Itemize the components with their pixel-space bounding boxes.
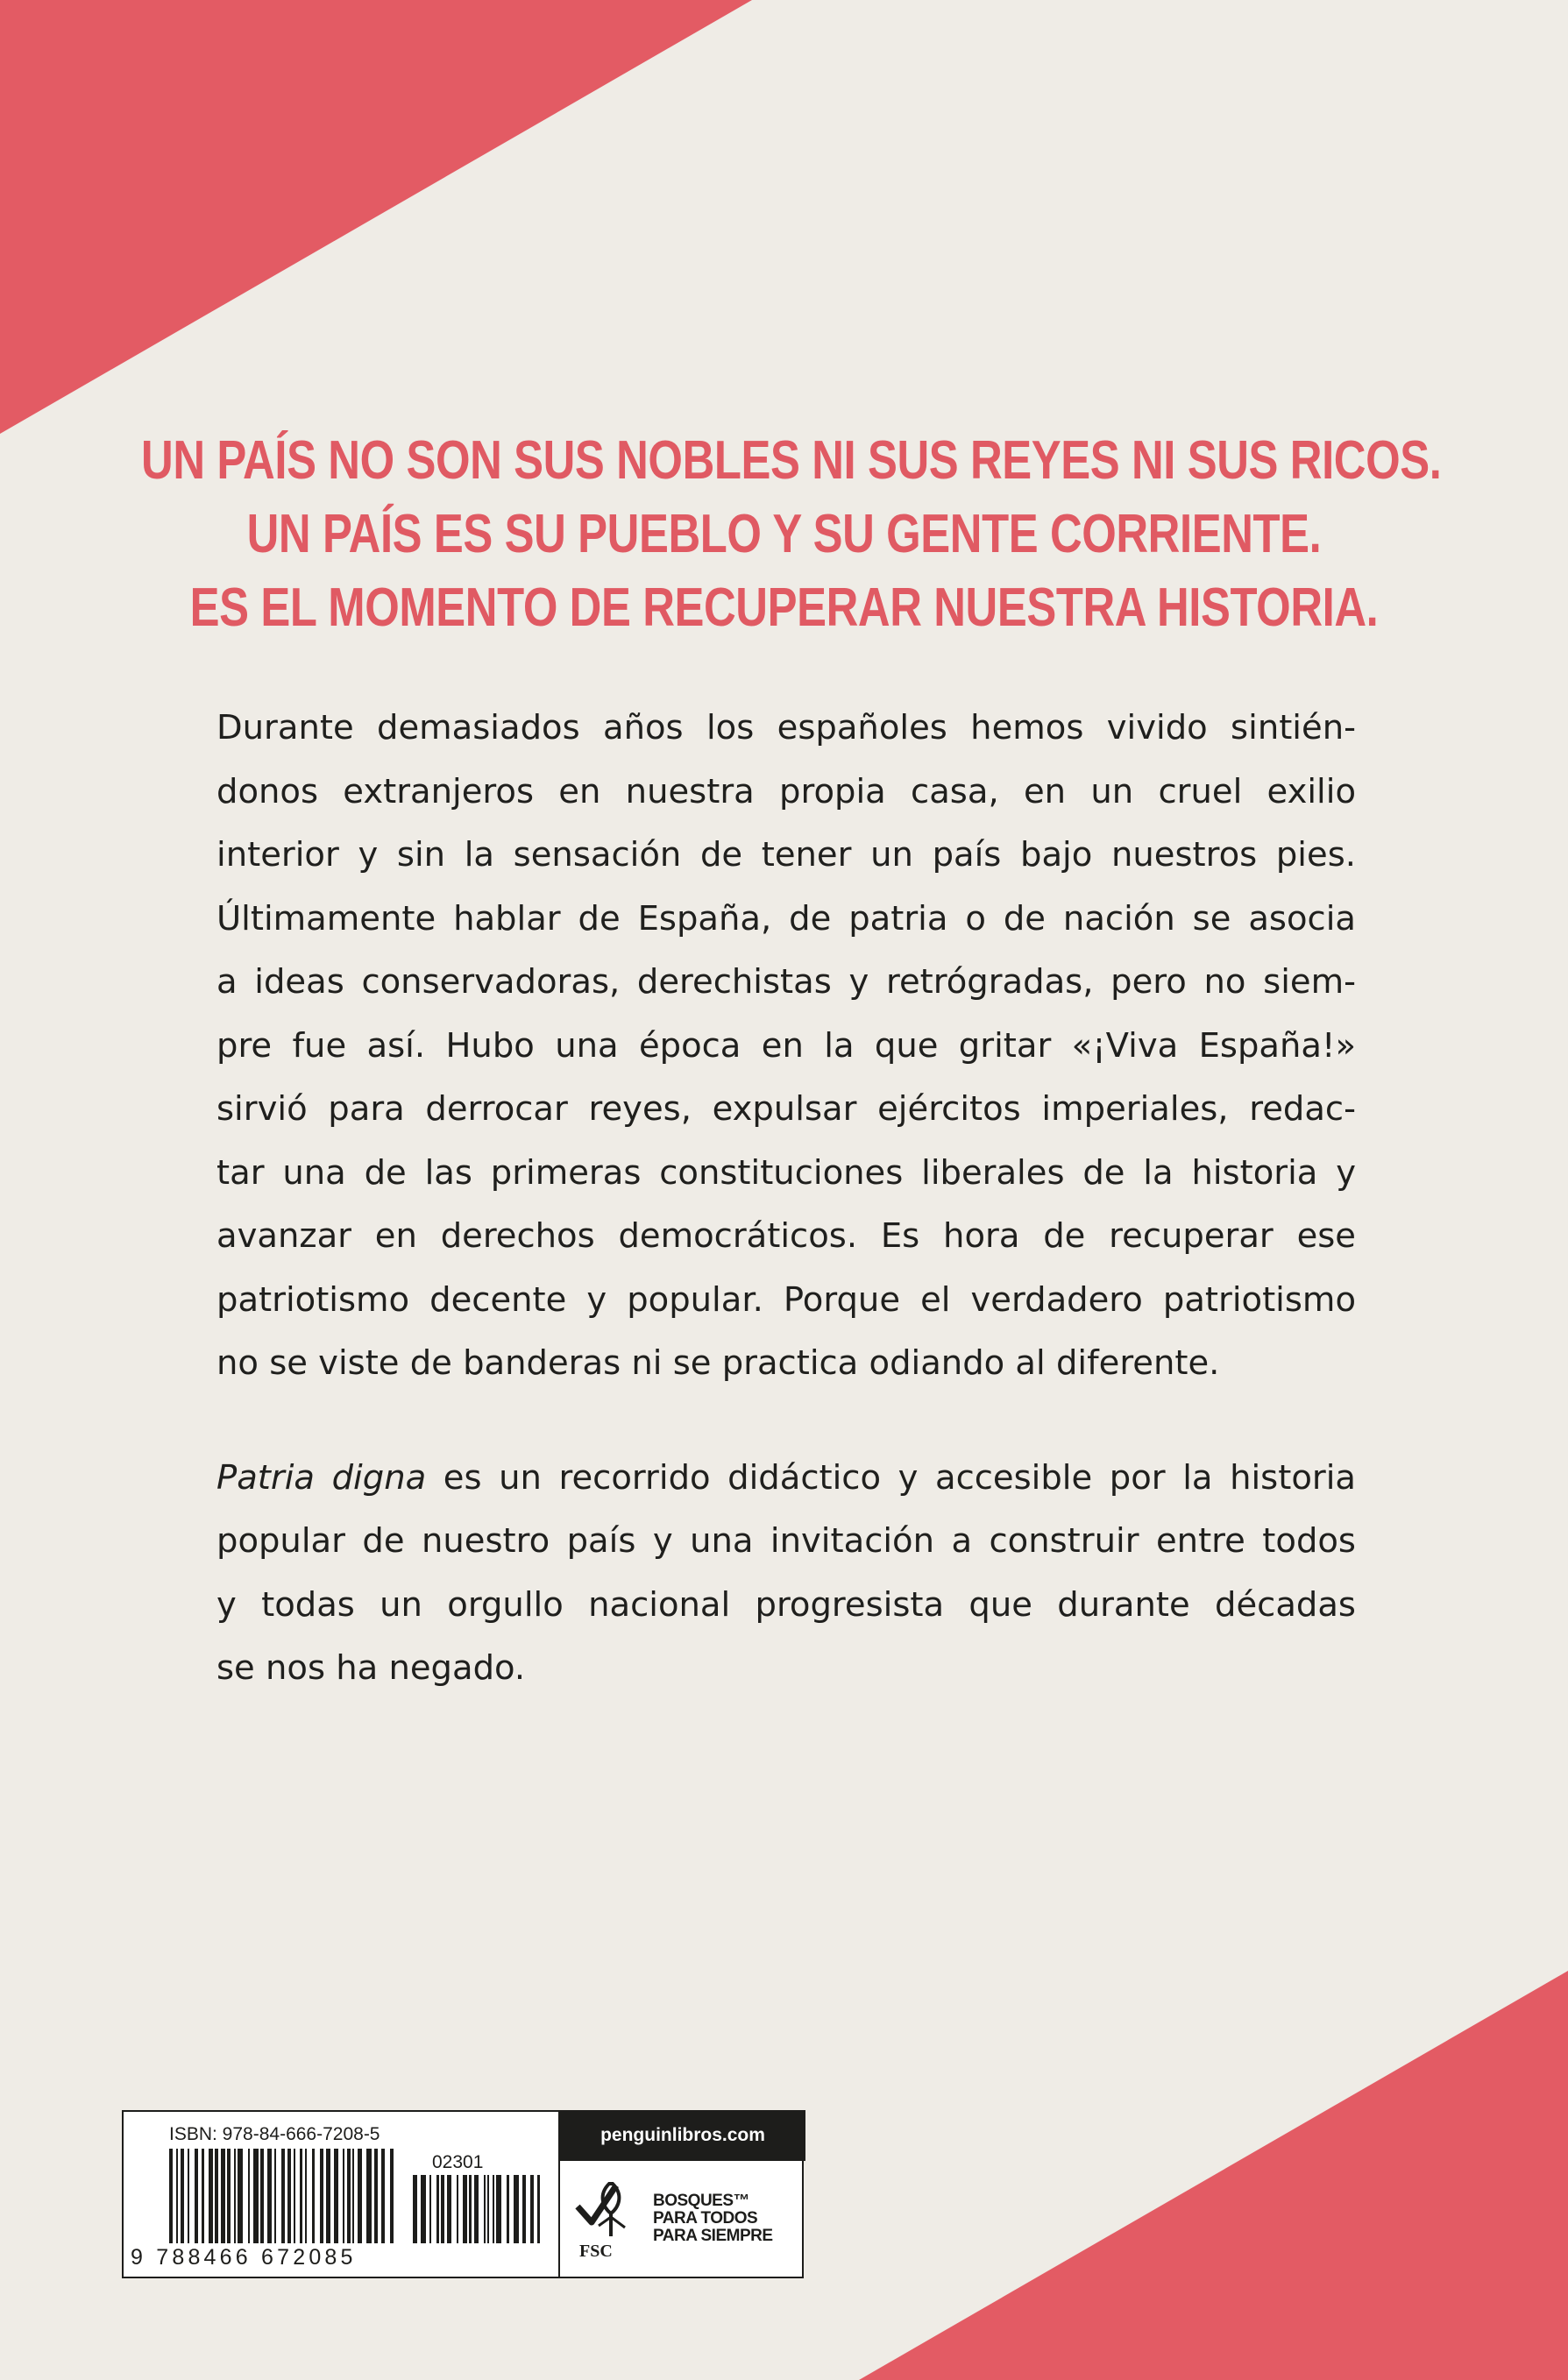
barcode-bar <box>267 2149 272 2243</box>
text-line: Durante demasiados años los españoles hemos vivido sintién- <box>216 708 1356 747</box>
text-line: avanzar en derechos democráticos. Es hora de recuperar ese <box>216 1216 1356 1256</box>
barcode-bar <box>188 2149 189 2243</box>
barcode-bar <box>463 2175 467 2243</box>
isbn-label: ISBN: 978-84-666-7208-5 <box>169 2124 380 2144</box>
barcode-bar <box>493 2175 494 2243</box>
barcode-box <box>122 2110 804 2278</box>
fsc-line: PARA TODOS <box>653 2209 758 2228</box>
synopsis-paragraph-2 <box>216 1447 1356 1701</box>
barcode-bar <box>195 2149 198 2243</box>
barcode-bar <box>181 2149 184 2243</box>
text-line: Últimamente hablar de España, de patria o de nación se asocia <box>216 898 1356 939</box>
barcode-bar <box>421 2175 426 2243</box>
barcode-bar <box>294 2149 295 2243</box>
barcode-bar <box>260 2149 264 2243</box>
barcode-bar <box>274 2149 276 2243</box>
barcode-bar <box>326 2149 330 2243</box>
isbn-digits: 9 788466 672085 <box>131 2245 357 2270</box>
barcode-bar <box>227 2149 231 2243</box>
barcode-bar <box>281 2149 285 2243</box>
barcode-bar <box>366 2149 372 2243</box>
fsc-slogan <box>653 2192 802 2245</box>
fsc-label: FSC <box>579 2242 613 2261</box>
barcode-bar <box>312 2149 315 2243</box>
barcode-bar <box>413 2175 417 2243</box>
text-line: popular de nuestro país y una invitación a construir entre todos <box>216 1521 1356 1561</box>
barcode-bar <box>474 2175 479 2243</box>
barcode-bar <box>169 2149 173 2243</box>
text-line <box>216 1447 1356 1511</box>
barcode-bar <box>514 2175 519 2243</box>
barcode-bar <box>537 2175 540 2243</box>
barcode-bar <box>429 2175 431 2243</box>
bottom-right-triangle <box>859 1971 1568 2380</box>
barcode-bar <box>248 2149 250 2243</box>
barcode-bar <box>215 2149 218 2243</box>
top-left-triangle <box>0 0 752 434</box>
barcode-bar <box>352 2149 354 2243</box>
barcode-bar <box>305 2149 307 2243</box>
barcode-bar <box>447 2175 451 2243</box>
barcode-bar <box>441 2175 444 2243</box>
barcode-bar <box>381 2149 385 2243</box>
synopsis-paragraph-1 <box>216 697 1356 1396</box>
text-line: sirvió para derrocar reyes, expulsar ejércitos imperiales, redac- <box>216 1089 1356 1129</box>
barcode-bar <box>347 2149 351 2243</box>
barcode-bar <box>496 2175 501 2243</box>
barcode-bar <box>334 2149 338 2243</box>
barcode-bar <box>287 2149 291 2243</box>
barcode-bar <box>221 2149 225 2243</box>
text-line: no se viste de banderas ni se practica odiando al diferente. <box>216 1343 1220 1383</box>
synopsis <box>216 697 1356 1701</box>
price-code: 02301 <box>432 2152 484 2172</box>
barcode-bar <box>234 2149 236 2243</box>
fsc-line: BOSQUES™ <box>653 2192 750 2210</box>
tagline-line: UN PAÍS ES SU PUEBLO Y SU GENTE CORRIENTE. <box>246 504 1322 564</box>
fsc-tree-checkmark-icon <box>572 2175 644 2242</box>
text-line: y todas un orgullo nacional progresista que durante décadas <box>216 1584 1356 1625</box>
barcode-bar <box>530 2175 534 2243</box>
barcode-bar <box>469 2175 472 2243</box>
barcode-bar <box>300 2149 302 2243</box>
barcode-bar <box>436 2175 439 2243</box>
text-line: a ideas conservadoras, derechistas y retrógradas, pero no siem- <box>216 962 1356 1002</box>
tagline-line: ES EL MOMENTO DE RECUPERAR NUESTRA HISTORIA. <box>189 577 1379 638</box>
text-line: interior y sin la sensación de tener un país bajo nuestros pies. <box>216 835 1356 875</box>
book-title: Patria digna <box>216 1457 427 1498</box>
barcode-bar <box>176 2149 178 2243</box>
text-line: pre fue así. Hubo una época en la que gritar «¡Viva España!» <box>216 1025 1356 1066</box>
barcode-bar <box>358 2149 362 2243</box>
barcode-bar <box>253 2149 259 2243</box>
tagline-line: UN PAÍS NO SON SUS NOBLES NI SUS REYES NI SUS RICOS. <box>141 430 1442 491</box>
barcode-bar <box>487 2175 489 2243</box>
barcode-bar <box>238 2149 243 2243</box>
text-line: patriotismo decente y popular. Porque el verdadero patriotismo <box>216 1279 1356 1320</box>
publisher-panel <box>558 2110 805 2278</box>
barcode-bar <box>320 2149 323 2243</box>
text-line: tar una de las primeras constituciones liberales de la historia y <box>216 1152 1356 1193</box>
barcode-bar <box>457 2175 458 2243</box>
text-line: donos extranjeros en nuestra propia casa, en un cruel exilio <box>216 771 1356 811</box>
tagline <box>141 424 1442 645</box>
text-fragment: es un recorrido didáctico y accesible por la historia <box>426 1457 1357 1498</box>
barcode-bar <box>522 2175 526 2243</box>
barcode-bar <box>484 2175 486 2243</box>
barcode-bar <box>507 2175 509 2243</box>
barcode-bar <box>202 2149 204 2243</box>
barcode-bar <box>209 2149 213 2243</box>
barcode-bar <box>374 2149 378 2243</box>
barcode-bar <box>343 2149 344 2243</box>
barcode-bar <box>390 2149 394 2243</box>
publisher-website: penguinlibros.com <box>560 2110 805 2161</box>
fsc-line: PARA SIEMPRE <box>653 2227 773 2245</box>
text-line: se nos ha negado. <box>216 1648 526 1688</box>
